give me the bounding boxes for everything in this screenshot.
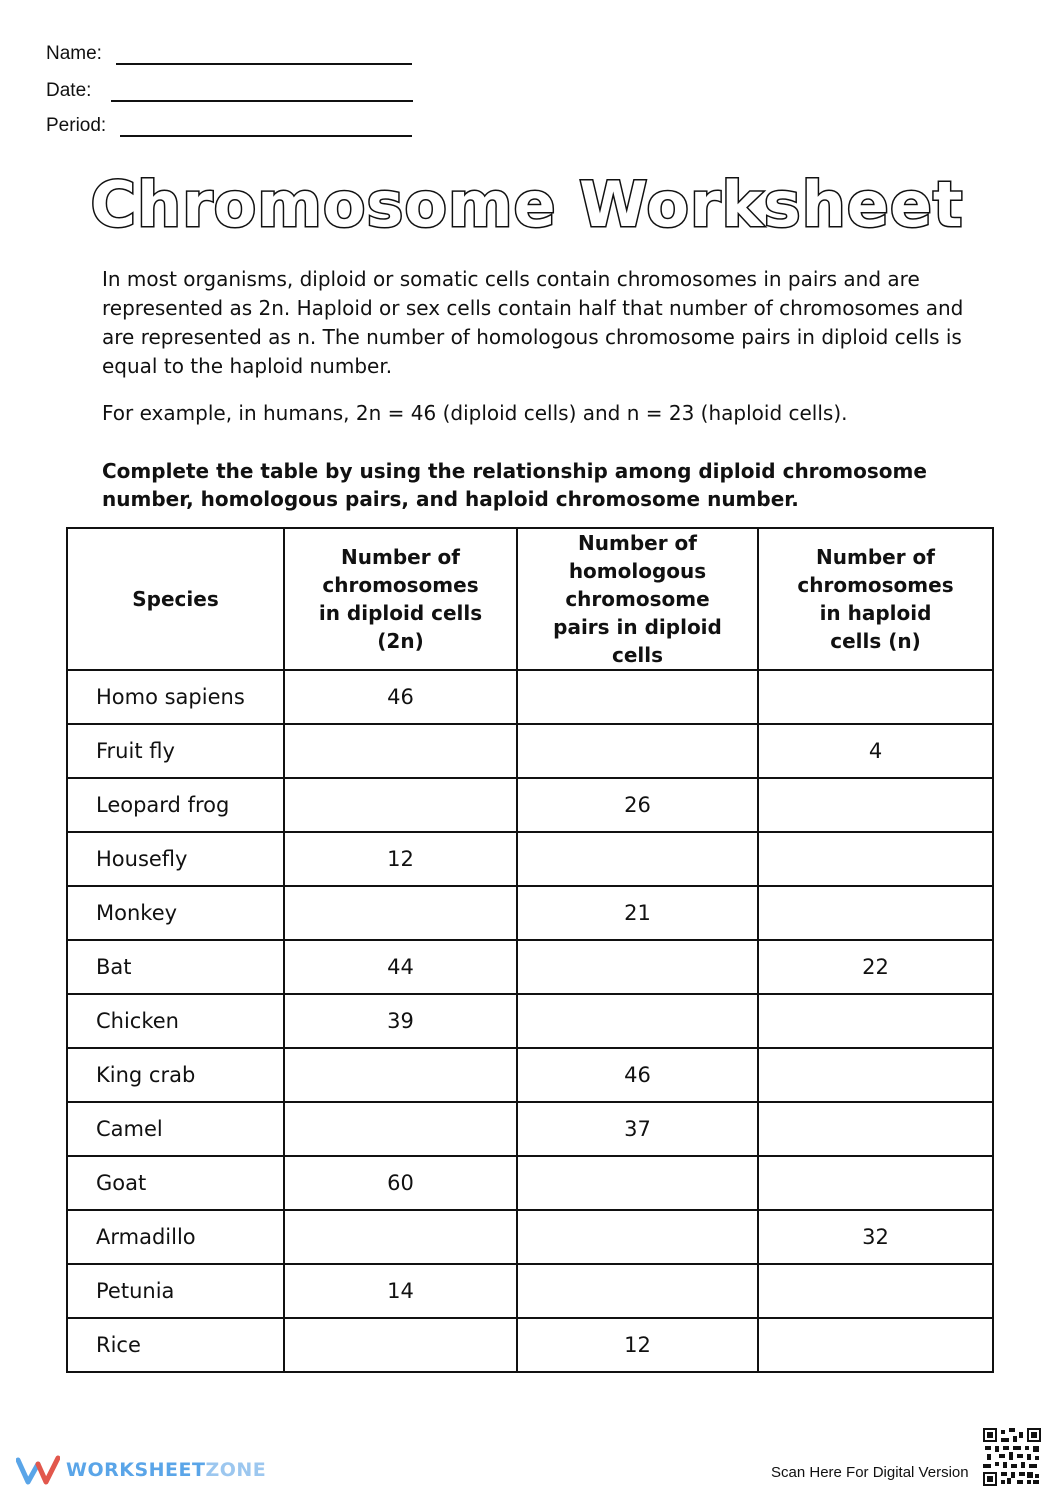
name-line[interactable] [116,63,412,65]
species-cell: Goat [67,1156,284,1210]
diploid-cell[interactable]: 44 [284,940,517,994]
logo-text-part1: WORKSHEET [66,1459,206,1481]
species-cell: Monkey [67,886,284,940]
species-cell: Housefly [67,832,284,886]
header-species: Species [67,528,284,670]
homologous-pairs-cell[interactable] [517,724,758,778]
homologous-pairs-cell[interactable] [517,670,758,724]
diploid-cell[interactable]: 12 [284,832,517,886]
haploid-cell[interactable] [758,670,993,724]
worksheetzone-w-icon [16,1455,60,1485]
haploid-cell[interactable] [758,886,993,940]
homologous-pairs-cell[interactable] [517,1264,758,1318]
homologous-pairs-cell[interactable]: 46 [517,1048,758,1102]
worksheetzone-logo [16,1455,266,1485]
homologous-pairs-cell[interactable] [517,994,758,1048]
table-row [67,940,993,994]
table-header-row [67,528,993,670]
example-paragraph: For example, in humans, 2n = 46 (diploid cells) and n = 23 (haploid cells). [102,401,848,425]
haploid-cell[interactable] [758,994,993,1048]
species-cell: Rice [67,1318,284,1372]
homologous-pairs-cell[interactable] [517,1156,758,1210]
header-haploid: Number of chromosomes in haploid cells (n) [758,528,993,670]
qr-code-icon[interactable] [983,1428,1041,1486]
homologous-pairs-cell[interactable]: 12 [517,1318,758,1372]
name-label: Name: [46,43,102,64]
date-line[interactable] [111,100,413,102]
diploid-cell[interactable] [284,1210,517,1264]
species-cell: King crab [67,1048,284,1102]
date-label: Date: [46,80,92,101]
homologous-pairs-cell[interactable]: 21 [517,886,758,940]
table-row [67,994,993,1048]
species-cell: Petunia [67,1264,284,1318]
intro-paragraph: In most organisms, diploid or somatic cells contain chromosomes in pairs and are represented as 2n. Haploid or sex cells contain half that number of chromosomes and are represented as n. The number of homologous chromosome pairs in diploid cells is equal to the haploid number. [102,267,964,378]
diploid-cell[interactable]: 46 [284,670,517,724]
species-cell: Bat [67,940,284,994]
diploid-cell[interactable]: 60 [284,1156,517,1210]
diploid-cell[interactable] [284,1102,517,1156]
diploid-cell[interactable] [284,1318,517,1372]
table-row [67,1102,993,1156]
table-row [67,1048,993,1102]
table-row [67,1210,993,1264]
species-cell: Camel [67,1102,284,1156]
homologous-pairs-cell[interactable]: 26 [517,778,758,832]
scan-text: Scan Here For Digital Version [771,1464,969,1481]
haploid-cell[interactable]: 4 [758,724,993,778]
haploid-cell[interactable] [758,832,993,886]
table-row [67,886,993,940]
name-field [46,43,102,65]
haploid-cell[interactable] [758,1156,993,1210]
worksheet-title: Chromosome Worksheet [90,168,964,241]
homologous-pairs-cell[interactable] [517,1210,758,1264]
homologous-pairs-cell[interactable] [517,832,758,886]
table-row [67,724,993,778]
date-field [46,80,91,102]
diploid-cell[interactable] [284,1048,517,1102]
haploid-cell[interactable] [758,1264,993,1318]
species-cell: Homo sapiens [67,670,284,724]
homologous-pairs-cell[interactable]: 37 [517,1102,758,1156]
haploid-cell[interactable]: 22 [758,940,993,994]
haploid-cell[interactable] [758,1048,993,1102]
haploid-cell[interactable] [758,1102,993,1156]
table-row [67,778,993,832]
logo-text-part2: ZONE [205,1459,267,1481]
period-line[interactable] [120,135,412,137]
period-label: Period: [46,115,107,136]
species-cell: Leopard frog [67,778,284,832]
table-row [67,670,993,724]
diploid-cell[interactable]: 39 [284,994,517,1048]
species-cell: Chicken [67,994,284,1048]
diploid-cell[interactable] [284,778,517,832]
diploid-cell[interactable] [284,886,517,940]
species-cell: Fruit fly [67,724,284,778]
instructions-paragraph: Complete the table by using the relationship among diploid chromosome number, homologous pairs, and haploid chromosome number. [102,459,927,511]
period-field [46,115,106,137]
haploid-cell[interactable] [758,1318,993,1372]
table-row [67,1318,993,1372]
haploid-cell[interactable]: 32 [758,1210,993,1264]
header-diploid: Number of chromosomes in diploid cells (2n) [284,528,517,670]
species-cell: Armadillo [67,1210,284,1264]
haploid-cell[interactable] [758,778,993,832]
table-row [67,1264,993,1318]
logo-text [66,1459,266,1481]
header-homologous-pairs: Number of homologous chromosome pairs in diploid cells [517,528,758,670]
diploid-cell[interactable] [284,724,517,778]
chromosome-table [66,527,994,1373]
table-row [67,832,993,886]
homologous-pairs-cell[interactable] [517,940,758,994]
diploid-cell[interactable]: 14 [284,1264,517,1318]
table-row [67,1156,993,1210]
